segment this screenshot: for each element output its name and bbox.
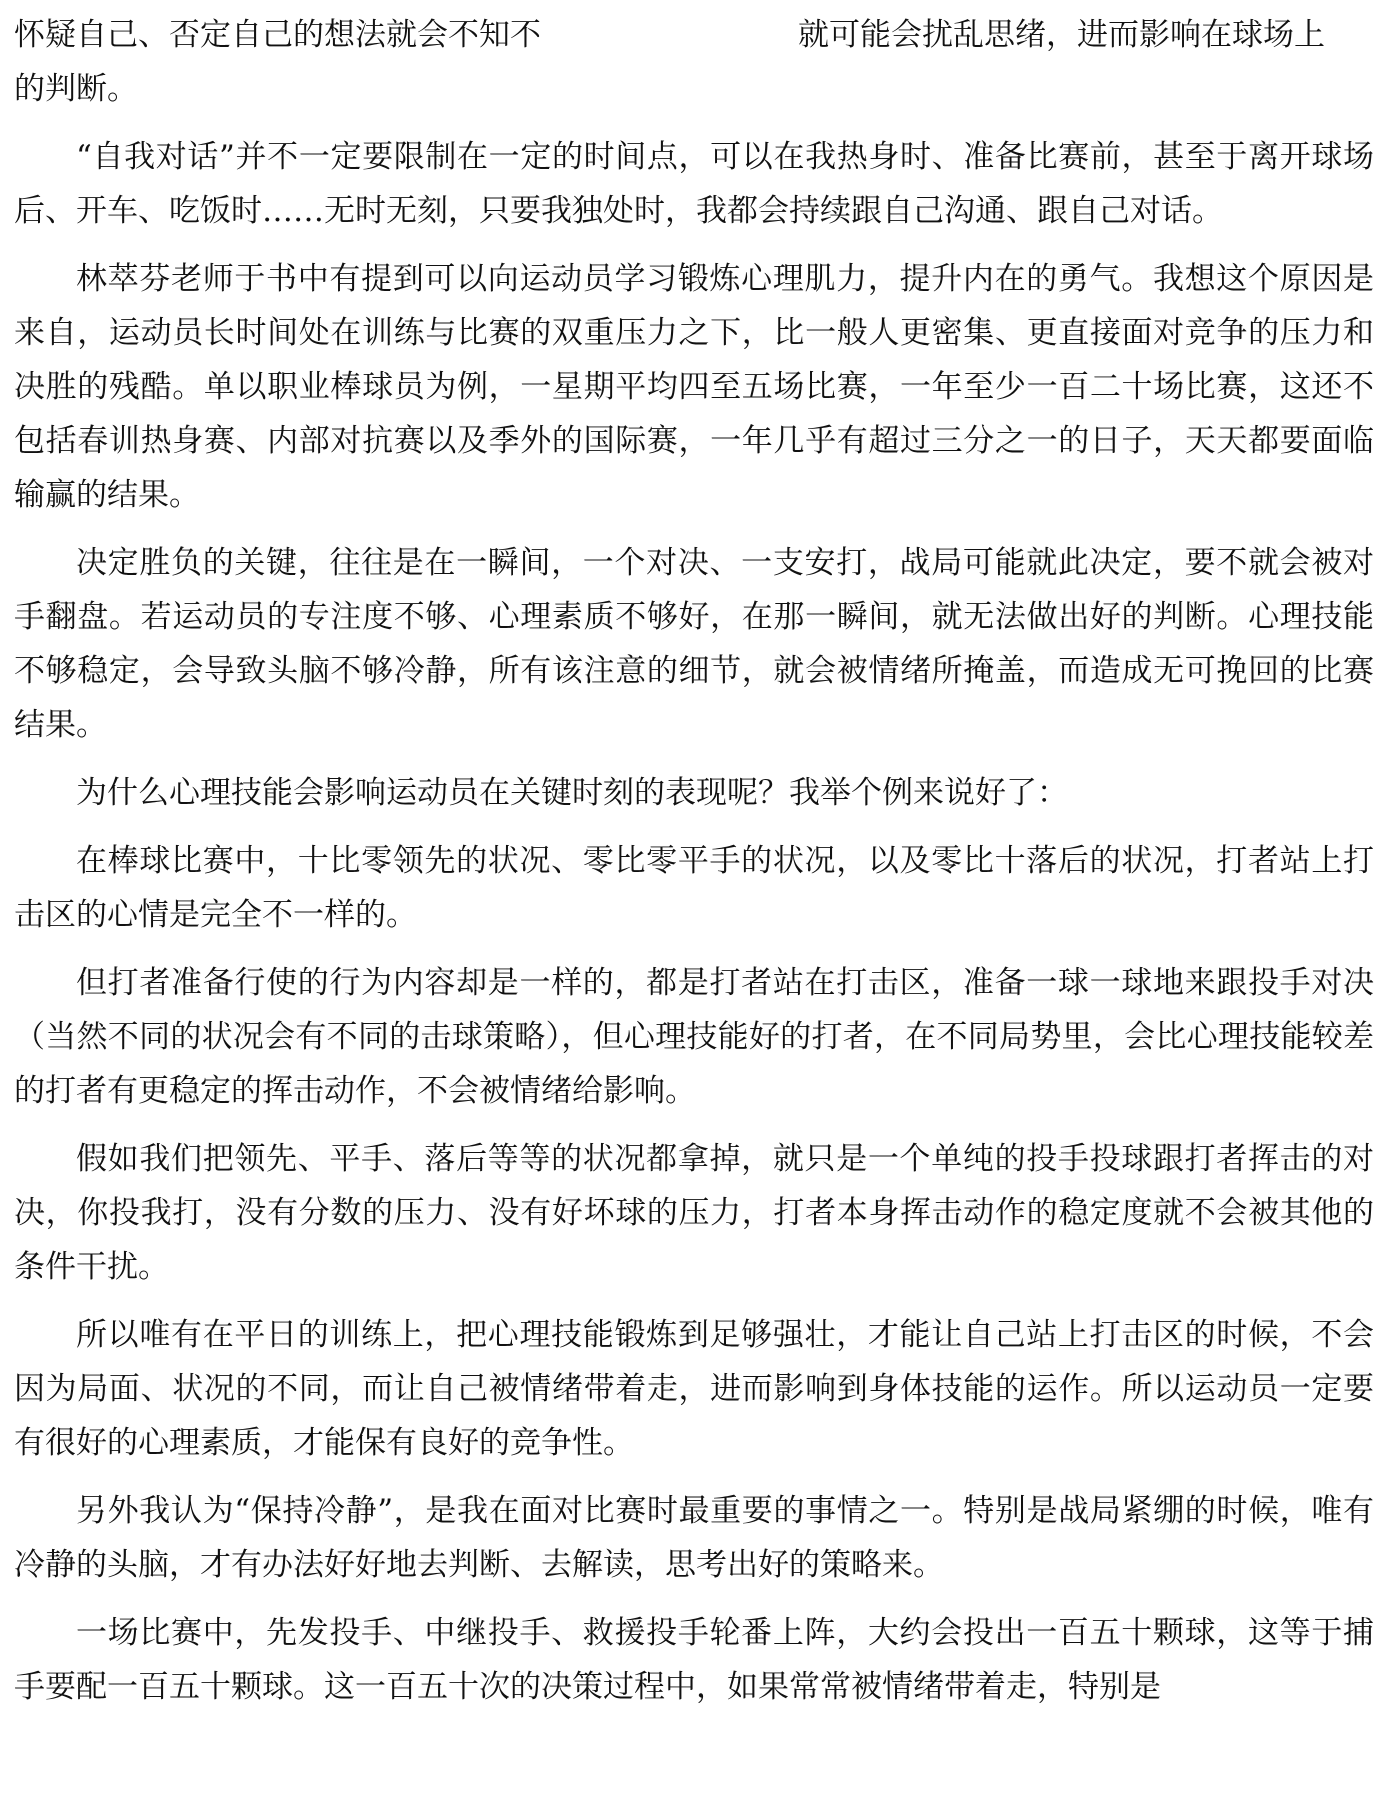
paragraph-question: 为什么心理技能会影响运动员在关键时刻的表现呢？我举个例来说好了：	[76, 775, 1068, 811]
paragraph-batter-behavior: 但打者准备行使的行为内容却是一样的，都是打者站在打击区，准备一球一球地来跟投手对决（当然不同的状况会有不同的击球策略），但心理技能好的打者，在不同局势里，会比心理技能较差的打者有更稳定的挥击动作，不会被情绪给影响。	[14, 965, 1374, 1109]
first-line	[14, 14, 1374, 56]
paragraph-remove-pressure: 假如我们把领先、平手、落后等等的状况都拿掉，就只是一个单纯的投手投球跟打者挥击的对决，你投我打，没有分数的压力、没有好坏球的压力，打者本身挥击动作的稳定度就不会被其他的条件干扰。	[14, 1141, 1374, 1285]
paragraph-catcher-decisions: 一场比赛中，先发投手、中继投手、救援投手轮番上阵，大约会投出一百五十颗球，这等于捕手要配一百五十颗球。这一百五十次的决策过程中，如果常常被情绪带着走，特别是	[14, 1615, 1374, 1705]
paragraph-mental-strength: 林萃芬老师于书中有提到可以向运动员学习锻炼心理肌力，提升内在的勇气。我想这个原因是来自，运动员长时间处在训练与比赛的双重压力之下，比一般人更密集、更直接面对竞争的压力和决胜的残酷。单以职业棒球员为例，一星期平均四至五场比赛，一年至少一百二十场比赛，这还不包括春训热身赛、内部对抗赛以及季外的国际赛，一年几乎有超过三分之一的日子，天天都要面临输赢的结果。	[14, 261, 1374, 513]
first-line-left-text: 怀疑自己、否定自己的想法就会不知不	[14, 17, 541, 53]
paragraph-training: 所以唯有在平日的训练上，把心理技能锻炼到足够强壮，才能让自己站上打击区的时候，不会因为局面、状况的不同，而让自己被情绪带着走，进而影响到身体技能的运作。所以运动员一定要有很好的心理素质，才能保有良好的竞争性。	[14, 1317, 1374, 1461]
paragraph-baseball-situations: 在棒球比赛中，十比零领先的状况、零比零平手的状况，以及零比十落后的状况，打者站上打击区的心情是完全不一样的。	[14, 843, 1374, 933]
paragraph-key-moment: 决定胜负的关键，往往是在一瞬间，一个对决、一支安打，战局可能就此决定，要不就会被对手翻盘。若运动员的专注度不够、心理素质不够好，在那一瞬间，就无法做出好的判断。心理技能不够稳定，会导致头脑不够冷静，所有该注意的细节，就会被情绪所掩盖，而造成无可挽回的比赛结果。	[14, 545, 1374, 743]
first-line-right-text: 就可能会扰乱思绪，进而影响在球场上	[798, 17, 1325, 53]
paragraph-continuation: 的判断。	[14, 71, 138, 107]
paragraph-stay-calm: 另外我认为“保持冷静”，是我在面对比赛时最重要的事情之一。特别是战局紧绷的时候，唯有冷静的头脑，才有办法好好地去判断、去解读，思考出好的策略来。	[14, 1493, 1374, 1583]
paragraph-self-talk: “自我对话”并不一定要限制在一定的时间点，可以在我热身时、准备比赛前，甚至于离开球场后、开车、吃饭时……无时无刻，只要我独处时，我都会持续跟自己沟通、跟自己对话。	[14, 139, 1374, 229]
document-body	[14, 62, 1374, 1714]
